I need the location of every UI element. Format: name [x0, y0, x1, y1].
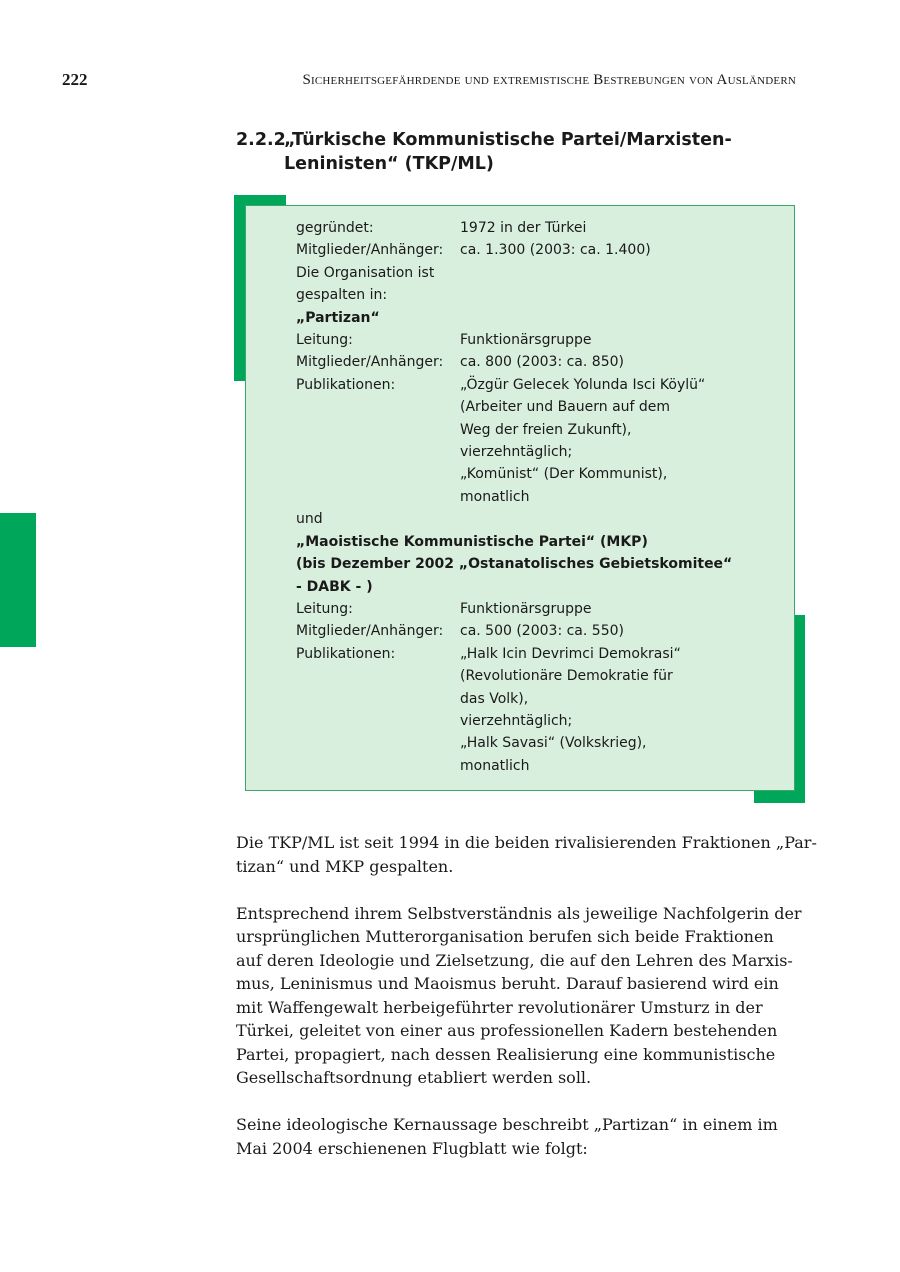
split-note-line1: Die Organisation ist [296, 264, 435, 281]
mkp-leadership-row [296, 598, 766, 620]
mkp-publications-row [296, 643, 766, 777]
paragraph-3 [236, 1113, 806, 1160]
partizan-members-value: ca. 800 (2003: ca. 850) [460, 354, 624, 371]
publication-line: Weg der freien Zukunft), [460, 421, 632, 438]
partizan-publications-list [460, 374, 766, 508]
mkp-publications-list [460, 643, 766, 777]
publication-line: „Özgür Gelecek Yolunda Isci Köylü“ [460, 376, 706, 393]
text-line: Gesellschaftsordnung etabliert werden soll. [236, 1068, 592, 1087]
publication-line: (Revolutionäre Demokratie für [460, 668, 673, 685]
side-tab-marker [0, 513, 36, 647]
mkp-name-line2: (bis Dezember 2002 „Ostanatolisches Gebietskomitee“ [296, 556, 733, 573]
paragraph-2 [236, 902, 806, 1090]
text-line: Partei, propagiert, nach dessen Realisierung eine kommunistische [236, 1044, 776, 1064]
mkp-leadership-value: Funktionärsgruppe [460, 600, 592, 617]
info-box [245, 205, 795, 791]
publication-line: (Arbeiter und Bauern auf dem [460, 399, 671, 416]
text-line: mit Waffengewalt herbeigeführter revolutionärer Umsturz in der [236, 997, 763, 1017]
text-line: Entsprechend ihrem Selbstverständnis als jeweilige Nachfolgerin der [236, 903, 802, 923]
publication-line: monatlich [460, 488, 530, 505]
section-title-line2: Leninisten“ (TKP/ML) [284, 154, 494, 174]
partizan-leadership-value: Funktionärsgruppe [460, 332, 592, 349]
split-note-line2: gespalten in: [296, 287, 388, 304]
publication-line: vierzehntäglich; [460, 712, 573, 729]
founded-label: gegründet: [296, 220, 374, 236]
partizan-publications-row [296, 374, 766, 508]
text-line: Türkei, geleitet von einer aus professionellen Kadern bestehenden [236, 1021, 778, 1040]
partizan-publications-label: Publikationen: [296, 376, 396, 393]
text-line: Mai 2004 erschienenen Flugblatt wie folgt: [236, 1138, 588, 1158]
publication-line: vierzehntäglich; [460, 444, 573, 461]
partizan-leadership-row [296, 329, 766, 351]
publication-line: monatlich [460, 757, 530, 774]
and-connector: und [296, 511, 323, 528]
section-heading [236, 128, 796, 176]
section-title-line1: „Türkische Kommunistische Partei/Marxisten- [284, 130, 732, 150]
members-row [296, 239, 766, 261]
mkp-name-line1: „Maoistische Kommunistische Partei“ (MKP) [296, 533, 648, 550]
page-number: 222 [62, 70, 88, 89]
mkp-publications-label: Publikationen: [296, 645, 396, 662]
members-value: ca. 1.300 (2003: ca. 1.400) [460, 242, 651, 259]
text-line: Seine ideologische Kernaussage beschreibt „Partizan“ in einem im [236, 1115, 778, 1134]
partizan-name: „Partizan“ [296, 309, 380, 326]
publication-line: „Halk Savasi“ (Volkskrieg), [460, 735, 647, 752]
mkp-leadership-label: Leitung: [296, 600, 353, 617]
publication-line: „Halk Icin Devrimci Demokrasi“ [460, 645, 681, 662]
members-label: Mitglieder/Anhänger: [296, 242, 444, 259]
text-line: mus, Leninismus und Maoismus beruht. Darauf basierend wird ein [236, 974, 779, 993]
partizan-members-row [296, 351, 766, 373]
text-line: tizan“ und MKP gespalten. [236, 856, 454, 876]
body-text [236, 831, 817, 1184]
publication-line: das Volk), [460, 690, 529, 707]
mkp-members-label: Mitglieder/Anhänger: [296, 623, 444, 640]
partizan-leadership-label: Leitung: [296, 332, 353, 349]
text-line: Die TKP/ML ist seit 1994 in die beiden rivalisierenden Fraktionen „Par- [236, 833, 817, 852]
info-box-content [296, 217, 766, 777]
mkp-members-row [296, 620, 766, 642]
founded-row [296, 217, 766, 239]
section-number: 2.2.2 [236, 130, 286, 150]
founded-value: 1972 in der Türkei [460, 220, 587, 236]
paragraph-1 [236, 831, 817, 878]
mkp-members-value: ca. 500 (2003: ca. 550) [460, 623, 624, 640]
text-line: ursprünglichen Mutterorganisation berufen sich beide Fraktionen [236, 927, 774, 946]
running-header: Sicherheitsgefährdende und extremistische Bestrebungen von Ausländern [302, 72, 796, 88]
partizan-members-label: Mitglieder/Anhänger: [296, 354, 444, 371]
text-line: auf deren Ideologie und Zielsetzung, die auf den Lehren des Marxis- [236, 950, 793, 970]
publication-line: „Komünist“ (Der Kommunist), [460, 466, 668, 483]
mkp-name-line3: - DABK - ) [296, 578, 373, 595]
